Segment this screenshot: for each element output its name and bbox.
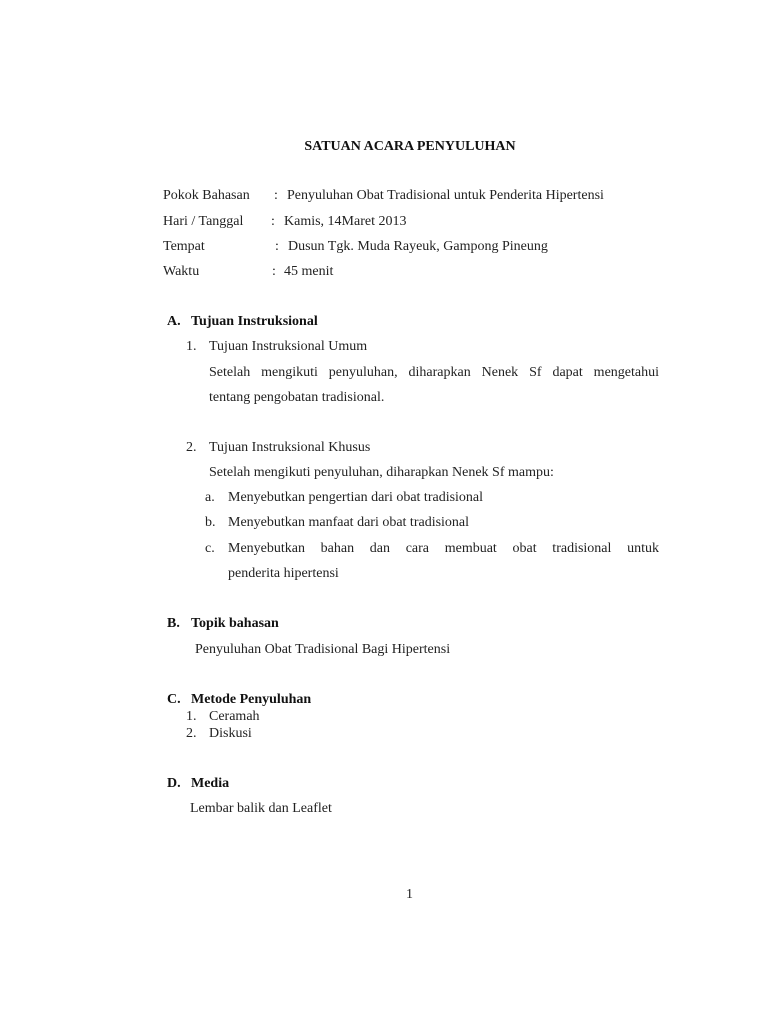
page-number: 1: [406, 887, 413, 902]
paragraph-line: Setelah mengikuti penyuluhan, diharapkan Nenek Sf dapat mengetahui: [209, 365, 659, 380]
info-label: Tempat: [163, 239, 205, 254]
sub-item: Menyebutkan pengertian dari obat tradisional: [228, 490, 484, 505]
info-colon: :: [272, 264, 276, 279]
info-colon: :: [275, 239, 279, 254]
section-letter: C.: [167, 692, 181, 707]
info-label: Hari / Tanggal: [163, 214, 244, 229]
paragraph-line: tentang pengobatan tradisional.: [209, 390, 385, 405]
info-label: Pokok Bahasan: [163, 188, 250, 203]
document-title: SATUAN ACARA PENYULUHAN: [304, 139, 516, 154]
section-letter: D.: [167, 776, 181, 791]
list-number: 2.: [186, 726, 197, 741]
sub-item: Menyebutkan bahan dan cara membuat obat tradisional untuk: [228, 541, 659, 556]
info-value: Penyuluhan Obat Tradisional untuk Penderita Hipertensi: [287, 188, 604, 203]
list-number: 2.: [186, 440, 197, 455]
sub-item: Menyebutkan manfaat dari obat tradisional: [228, 515, 470, 530]
list-item-title: Tujuan Instruksional Khusus: [209, 440, 371, 455]
info-value: Kamis, 14Maret 2013: [284, 214, 407, 229]
info-value: 45 menit: [284, 264, 334, 279]
list-item-title: Tujuan Instruksional Umum: [209, 339, 368, 354]
sub-item-continuation: penderita hipertensi: [228, 566, 339, 581]
section-letter: A.: [167, 314, 181, 329]
info-colon: :: [271, 214, 275, 229]
list-number: 1.: [186, 709, 197, 724]
section-heading: Tujuan Instruksional: [191, 314, 318, 329]
sub-letter: c.: [205, 541, 215, 556]
section-letter: B.: [167, 616, 180, 631]
info-label: Waktu: [163, 264, 200, 279]
sub-letter: b.: [205, 515, 216, 530]
info-colon: :: [274, 188, 278, 203]
section-text: Lembar balik dan Leaflet: [190, 801, 332, 816]
list-item: Ceramah: [209, 709, 260, 724]
list-item: Diskusi: [209, 726, 252, 741]
section-heading: Metode Penyuluhan: [191, 692, 312, 707]
section-heading: Media: [191, 776, 230, 791]
paragraph-line: Setelah mengikuti penyuluhan, diharapkan Nenek Sf mampu:: [209, 465, 554, 480]
info-value: Dusun Tgk. Muda Rayeuk, Gampong Pineung: [288, 239, 548, 254]
list-number: 1.: [186, 339, 197, 354]
section-heading: Topik bahasan: [191, 616, 279, 631]
sub-letter: a.: [205, 490, 215, 505]
section-text: Penyuluhan Obat Tradisional Bagi Hipertensi: [195, 642, 451, 657]
